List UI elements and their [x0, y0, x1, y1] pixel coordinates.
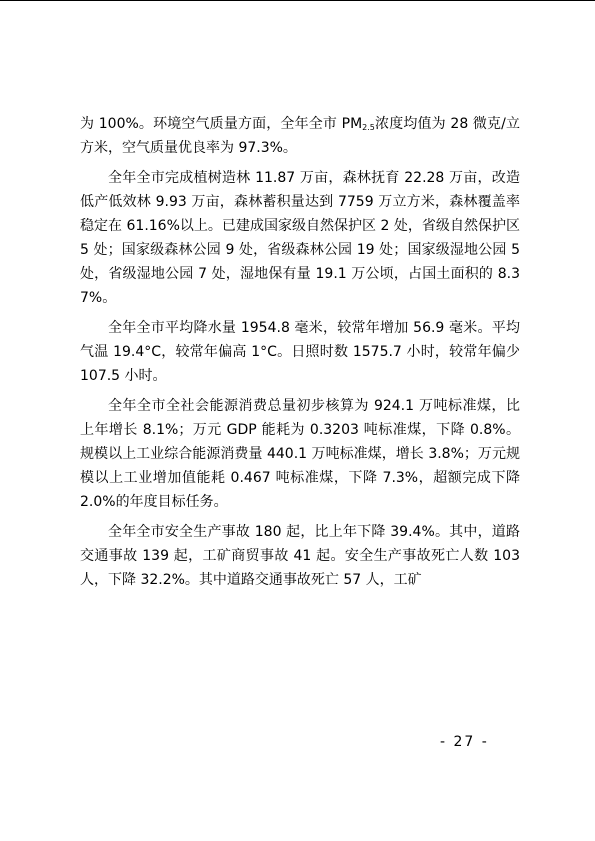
paragraph-forestry: 全年全市完成植树造林 11.87 万亩，森林抚育 22.28 万亩，改造低产低效林 9.93 万亩，森林蓄积量达到 7759 万立方米，森林覆盖率稳定在 61.16%以上。已建成国家级自然保护区 2 处，省级自然保护区 5 处；国家级森林公园 9 处，省级森林公园 19 处；国家级湿地公园 5 处，省级湿地公园 7 处，湿地保有量 19.1 万公顷，占国土面积的 8.37%。 — [80, 170, 520, 306]
air-quality-text-part1: 为 100%。环境空气质量方面，全年全市 PM — [80, 116, 363, 132]
paragraph-air-quality — [80, 112, 520, 160]
paragraph-climate: 全年全市平均降水量 1954.8 毫米，较常年增加 56.9 毫米。平均气温 19.4°C，较常年偏高 1°C。日照时数 1575.7 小时，较常年偏少 107.5 小时。 — [80, 320, 520, 384]
document-body — [80, 112, 520, 598]
pm-subscript: 2.5 — [362, 123, 375, 132]
air-quality-text-part2: 浓度均值为 28 微克/立方米，空气质量优良率为 97.3%。 — [80, 116, 520, 156]
paragraph-energy: 全年全市全社会能源消费总量初步核算为 924.1 万吨标准煤，比上年增长 8.1%；万元 GDP 能耗为 0.3203 吨标准煤，下降 0.8%。规模以上工业综合能源消费量 440.1 万吨标准煤，增长 3.8%；万元规模以上工业增加值能耗 0.467 吨标准煤，下降 7.3%，超额完成下降 2.0%的年度目标任务。 — [80, 398, 520, 510]
page-number: - 27 - — [440, 734, 489, 750]
top-border-line — [0, 0, 595, 1]
paragraph-safety: 全年全市安全生产事故 180 起，比上年下降 39.4%。其中，道路交通事故 139 起，工矿商贸事故 41 起。安全生产事故死亡人数 103 人，下降 32.2%。其中道路交通事故死亡 57 人，工矿 — [80, 524, 520, 588]
